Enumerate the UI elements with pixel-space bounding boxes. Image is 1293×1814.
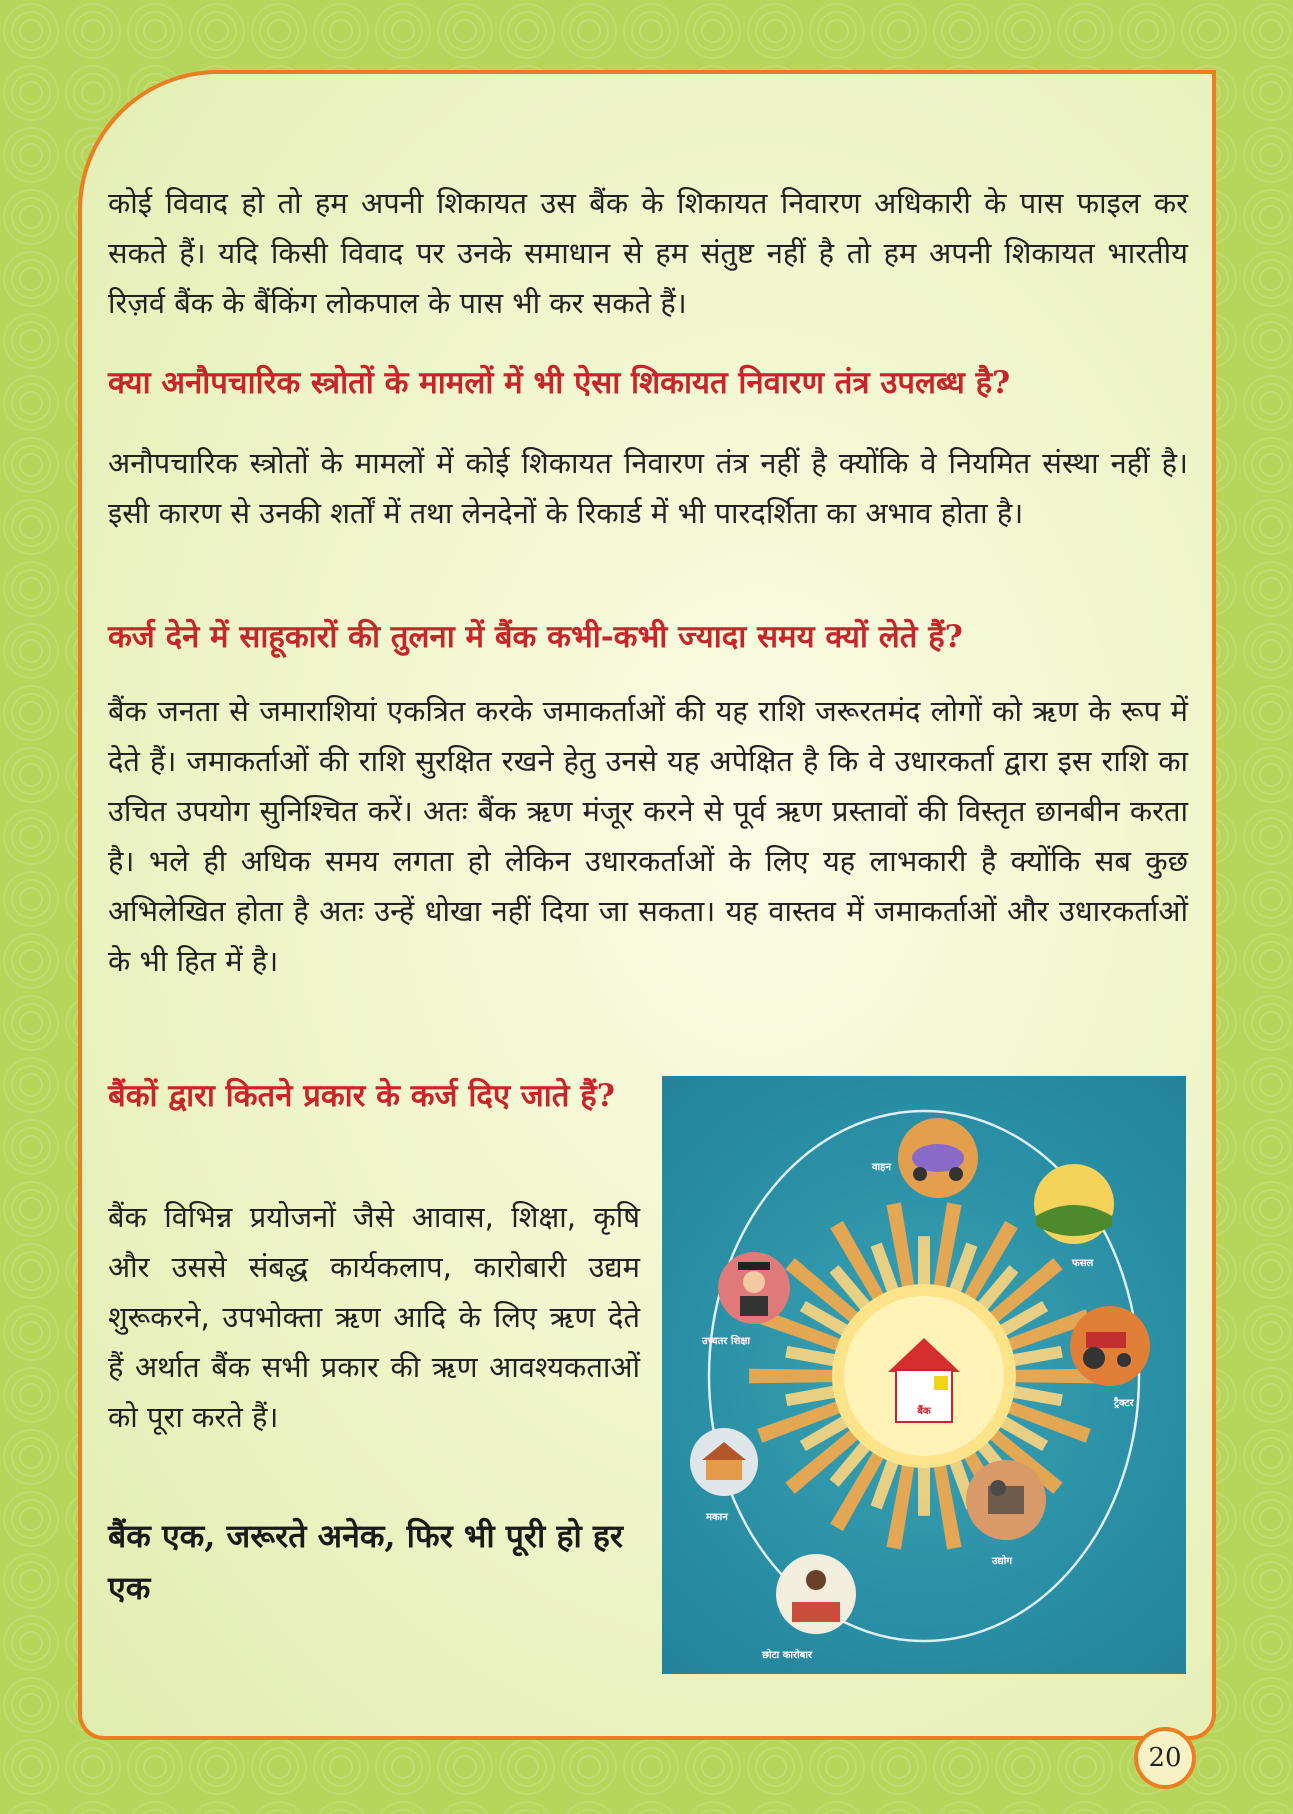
sun-ray	[785, 1346, 838, 1367]
paragraph-bank-time: बैंक जनता से जमाराशियां एकत्रित करके जमाकर्ताओं की यह राशि जरूरतमंद लोगों को ऋण के रूप में देते हैं। जमाकर्ताओं की राशि सुरक्षित रखने हेतु उनसे यह अपेक्षित है कि वे उधारकर्ता द्वारा इस राशि का उचित उपयोग सुनिश्चित करें। अतः बैंक ऋण मंजूर करने से पूर्व ऋण प्रस्तावों की विस्तृत छानबीन करता है। भले ही अधिक समय लगता हो लेकिन उधारकर्ताओं के लिए यह लाभकारी है क्योंकि सब कुछ अभिलेखित होता है अतः उन्हें धोखा नहीं दिया जा सकता। यह वास्तव में जमाकर्ताओं और उधारकर्ताओं के भी हित में है।	[108, 694, 1188, 978]
paragraph-informal-sources: अनौपचारिक स्त्रोतों के मामलों में कोई शिकायत निवारण तंत्र नहीं है क्योंकि वे नियमित संस्था नहीं है। इसी कारण से उनकी शर्तों में तथा लेनदेनों के रिकार्ड में भी पारदर्शिता का अभाव होता है।	[108, 446, 1188, 530]
label-vehicle: वाहन	[872, 1162, 892, 1173]
label-higher-education: उच्चतर शिक्षा	[702, 1336, 751, 1347]
label-crop: फसल	[1072, 1258, 1094, 1269]
label-industry: उद्योग	[992, 1556, 1012, 1567]
sun-ray	[918, 1236, 930, 1288]
sun-ray	[1009, 1385, 1062, 1406]
sun-ray	[749, 1369, 836, 1384]
label-house: मकान	[706, 1512, 728, 1523]
crop-field-icon	[1034, 1164, 1114, 1244]
slogan: बैंक एक, जरूरते अनेक, फिर भी पूरी हो हर एक	[108, 1517, 623, 1607]
bank-label: बैंक	[917, 1406, 931, 1417]
loan-types-diagram	[662, 1076, 1186, 1674]
industry-worker-icon	[966, 1460, 1046, 1540]
paragraph-grievance: कोई विवाद हो तो हम अपनी शिकायत उस बैंक के शिकायत निवारण अधिकारी के पास फाइल कर सकते हैं। यदि किसी विवाद पर उनके समाधान से हम संतुष्ट नहीं है तो हम अपनी शिकायत भारतीय रिज़र्व बैंक के बैंकिंग लोकपाल के पास भी कर सकते हैं।	[108, 186, 1188, 320]
tractor-icon	[1070, 1306, 1150, 1386]
paragraph-loan-types: बैंक विभिन्न प्रयोजनों जैसे आवास, शिक्षा, कृषि और उससे संबद्ध कार्यकलाप, कारोबारी उद्यम शुरूकरने, उपभोक्ता ऋण आदि के लिए ऋण देते हैं अर्थात बैंक सभी प्रकार की ऋण आवश्यकताओं को पूरा करते हैं।	[108, 1200, 640, 1434]
sun-ray	[918, 1464, 930, 1516]
label-small-business: छोटा कारोबार	[762, 1650, 813, 1661]
small-business-icon	[776, 1554, 856, 1634]
heading-informal-sources: क्या अनौपचारिक स्त्रोतों के मामलों में भी ऐसा शिकायत निवारण तंत्र उपलब्ध है?	[108, 365, 1011, 401]
heading-loan-types: बैंकों द्वारा कितने प्रकार के कर्ज दिए जाते हैं?	[108, 1078, 615, 1114]
heading-bank-time: कर्ज देने में साहूकारों की तुलना में बैंक कभी-कभी ज्यादा समय क्यों लेते हैं?	[108, 619, 963, 655]
house-icon	[690, 1428, 758, 1496]
loan-types-illustration	[662, 1076, 1186, 1674]
sun-ray	[1009, 1346, 1062, 1367]
vehicle-scooter-icon	[898, 1118, 978, 1198]
sun-ray	[785, 1385, 838, 1406]
label-tractor: ट्रैक्टर	[1114, 1398, 1134, 1409]
page-number: 20	[1134, 1727, 1196, 1789]
graduate-icon	[718, 1252, 790, 1324]
